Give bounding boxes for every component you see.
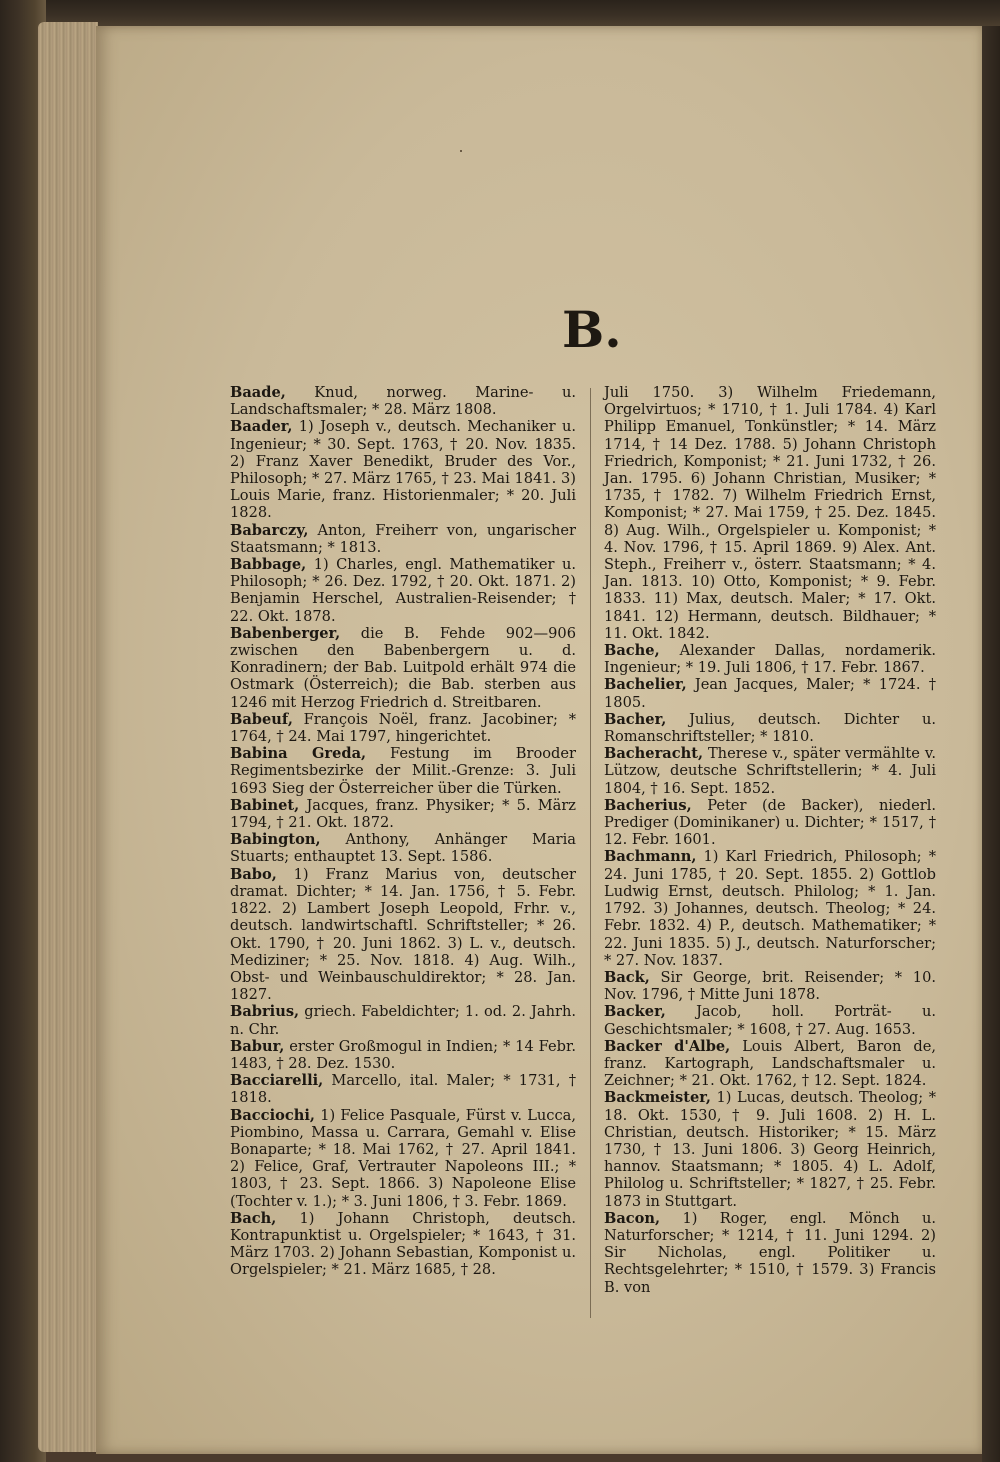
dictionary-entry xyxy=(604,745,936,797)
entry-headword: Backer, xyxy=(604,1003,666,1021)
entry-body: griech. Fabeldichter; 1. od. 2. Jahrh. n. Chr. xyxy=(230,1003,576,1038)
entry-body: Knud, norweg. Marine- u. Landschaftsmaler; * 28. März 1808. xyxy=(230,384,576,419)
entry-body: 1) Johann Christoph, deutsch. Kontrapunktist u. Orgelspieler; * 1643, † 31. März 1703. 2) Johann Sebastian, Komponist u. Orgelspieler; * 21. März 1685, † 28. xyxy=(230,1209,576,1279)
entry-headword: Bacheracht, xyxy=(604,745,704,763)
dictionary-entry xyxy=(230,745,576,797)
entry-headword: Back, xyxy=(604,968,650,986)
entry-body: Jean Jacques, Maler; * 1724. † 1805. xyxy=(604,676,936,711)
dictionary-entry xyxy=(230,625,576,711)
dictionary-entry xyxy=(230,711,576,745)
entry-body: Jacques, franz. Physiker; * 5. März 1794, † 21. Okt. 1872. xyxy=(230,796,576,832)
dictionary-entry xyxy=(230,522,576,556)
entry-headword: Backer d'Albe, xyxy=(604,1037,731,1055)
dictionary-entry xyxy=(230,384,576,418)
dictionary-entry xyxy=(604,1038,936,1090)
entry-headword: Bach, xyxy=(230,1209,277,1227)
book-binding-top xyxy=(0,0,1000,26)
entry-body: François Noël, franz. Jacobiner; * 1764, † 24. Mai 1797, hingerichtet. xyxy=(230,710,576,746)
entry-headword: Bacher, xyxy=(604,710,667,728)
left-column xyxy=(230,384,576,1279)
entry-headword: Baade, xyxy=(230,384,286,401)
entry-headword: Baader, xyxy=(230,418,293,436)
entry-body: Anthony, Anhänger Maria Stuarts; enthauptet 13. Sept. 1586. xyxy=(230,831,576,866)
dictionary-entry xyxy=(604,848,936,968)
dictionary-entry xyxy=(230,1003,576,1037)
entry-headword: Babur, xyxy=(230,1037,285,1055)
dictionary-entry xyxy=(604,676,936,710)
entry-headword: Babo, xyxy=(230,865,277,883)
entry-headword: Babbage, xyxy=(230,556,307,574)
entry-headword: Bache, xyxy=(604,642,660,660)
entry-body: 1) Joseph v., deutsch. Mechaniker u. Ingenieur; * 30. Sept. 1763, † 20. Nov. 1835. 2) Franz Xaver Benedikt, Bruder des Vor., Philosoph; * 27. März 1765, † 23. Mai 1841. 3) Louis Marie, franz. Historienmaler; * 20. Juli 1828. xyxy=(230,418,576,522)
entry-headword: Bachmann, xyxy=(604,848,697,866)
section-letter-heading: B. xyxy=(562,300,622,359)
entry-body: 1) Karl Friedrich, Philosoph; * 24. Juni 1785, † 20. Sept. 1855. 2) Gottlob Ludwig Ernst, deutsch. Philolog; * 1. Jan. 1792. 3) Johannes, deutsch. Theolog; * 24. Febr. 1832. 4) P., deutsch. Mathematiker; * 22. Juni 1835. 5) J., deutsch. Naturforscher; * 27. Nov. 1837. xyxy=(604,848,936,969)
entry-headword: Babrius, xyxy=(230,1003,300,1021)
entry-body: 1) Charles, engl. Mathematiker u. Philosoph; * 26. Dez. 1792, † 20. Okt. 1871. 2) Benjamin Herschel, Australien-Reisender; † 22. Okt. 1878. xyxy=(230,556,576,625)
entry-body: die B. Fehde 902—906 zwischen den Babenbergern u. d. Konradinern; der Bab. Luitpold erhält 974 die Ostmark (Österreich); die Bab. sterben aus 1246 mit Herzog Friedrich d. Streitbaren. xyxy=(230,624,576,711)
entry-headword: Bacherius, xyxy=(604,796,692,814)
entry-body: erster Großmogul in Indien; * 14 Febr. 1483, † 28. Dez. 1530. xyxy=(230,1037,576,1072)
entry-headword: Backmeister, xyxy=(604,1089,712,1107)
dictionary-entry xyxy=(230,1072,576,1106)
dictionary-entry xyxy=(230,797,576,831)
entry-body: 1) Felice Pasquale, Fürst v. Lucca, Piombino, Massa u. Carrara, Gemahl v. Elise Bonaparte; * 18. Mai 1762, † 27. April 1841. 2) Felice, Graf, Vertrauter Napoleons III.; * 1803, † 23. Sept. 1866. 3) Napoleone Elise (Tochter v. 1.); * 3. Juni 1806, † 3. Febr. 1869. xyxy=(230,1106,576,1210)
entry-headword: Bacciochi, xyxy=(230,1106,315,1124)
entry-body: Festung im Brooder Regimentsbezirke der Milit.-Grenze: 3. Juli 1693 Sieg der Österreicher über die Türken. xyxy=(230,745,576,797)
dictionary-entry xyxy=(230,866,576,1004)
dictionary-entry xyxy=(604,969,936,1003)
entry-headword: Babina Greda, xyxy=(230,745,367,763)
dictionary-entry xyxy=(230,1210,576,1279)
dictionary-entry xyxy=(604,797,936,849)
dictionary-entry xyxy=(604,711,936,745)
entry-body: Marcello, ital. Maler; * 1731, † 1818. xyxy=(230,1072,576,1107)
dictionary-entry xyxy=(230,418,576,521)
entry-headword: Babeuf, xyxy=(230,710,293,728)
entry-body: 1) Lucas, deutsch. Theolog; * 18. Okt. 1530, † 9. Juli 1608. 2) H. L. Christian, deutsch. Historiker; * 15. März 1730, † 13. Juni 1806. 3) Georg Heinrich, hannov. Staatsmann; * 1805. 4) L. Adolf, Philolog u. Schriftsteller; * 1827, † 25. Febr. 1873 in Stuttgart. xyxy=(604,1089,936,1210)
entry-body: Juli 1750. 3) Wilhelm Friedemann, Orgelvirtuos; * 1710, † 1. Juli 1784. 4) Karl Philipp Emanuel, Tonkünstler; * 14. März 1714, † 14 Dez. 1788. 5) Johann Christoph Friedrich, Komponist; * 21. Juni 1732, † 26. Jan. 1795. 6) Johann Christian, Musiker; * 1735, † 1782. 7) Wilhelm Friedrich Ernst, Komponist; * 27. Mai 1759, † 25. Dez. 1845. 8) Aug. Wilh., Orgelspieler u. Komponist; * 4. Nov. 1796, † 15. April 1869. 9) Alex. Ant. Steph., Freiherr v., österr. Staatsmann; * 4. Jan. 1813. 10) Otto, Komponist; * 9. Febr. 1833. 11) Max, deutsch. Maler; * 17. Okt. 1841. 12) Hermann, deutsch. Bildhauer; * 11. Okt. 1842. xyxy=(604,384,936,642)
column-divider xyxy=(590,388,591,1318)
dictionary-entry xyxy=(604,1089,936,1209)
entry-body: Peter (de Backer), niederl. Prediger (Dominikaner) u. Dichter; * 1517, † 12. Febr. 1601. xyxy=(604,796,936,849)
entry-headword: Babinet, xyxy=(230,796,300,814)
right-column xyxy=(604,384,936,1296)
entry-body: Anton, Freiherr von, ungarischer Staatsmann; * 1813. xyxy=(230,521,576,556)
entry-headword: Babington, xyxy=(230,831,321,849)
dictionary-entry xyxy=(230,1107,576,1210)
entry-body: Jacob, holl. Porträt- u. Geschichtsmaler; * 1608, † 27. Aug. 1653. xyxy=(604,1003,936,1038)
dictionary-entry xyxy=(604,384,936,642)
book-binding-right xyxy=(982,26,1000,1462)
dictionary-entry xyxy=(604,1003,936,1037)
entry-body: 1) Roger, engl. Mönch u. Naturforscher; * 1214, † 11. Juni 1294. 2) Sir Nicholas, engl. Politiker u. Rechtsgelehrter; * 1510, † 1579. 3) Francis B. von xyxy=(604,1209,936,1296)
entry-body: Louis Albert, Baron de, franz. Kartograph, Landschaftsmaler u. Zeichner; * 21. Okt. 1762, † 12. Sept. 1824. xyxy=(604,1037,937,1090)
dictionary-entry xyxy=(230,831,576,865)
entry-body: Julius, deutsch. Dichter u. Romanschriftsteller; * 1810. xyxy=(604,710,936,746)
entry-headword: Bachelier, xyxy=(604,676,687,694)
dictionary-entry xyxy=(230,1038,576,1072)
entry-headword: Babarczy, xyxy=(230,521,309,539)
entry-headword: Babenberger, xyxy=(230,624,341,642)
entry-body: Alexander Dallas, nordamerik. Ingenieur; * 19. Juli 1806, † 17. Febr. 1867. xyxy=(604,642,936,677)
entry-headword: Bacon, xyxy=(604,1209,661,1227)
dictionary-entry xyxy=(604,1210,936,1296)
dictionary-entry xyxy=(604,642,936,676)
page-leaf-edges xyxy=(38,22,98,1452)
dictionary-entry xyxy=(230,556,576,625)
paper-speck xyxy=(460,150,462,152)
entry-body: Therese v., später vermählte v. Lützow, deutsche Schriftstellerin; * 4. Juli 1804, † 16. Sept. 1852. xyxy=(604,745,936,797)
entry-body: Sir George, brit. Reisender; * 10. Nov. 1796, † Mitte Juni 1878. xyxy=(604,968,936,1004)
entry-body: 1) Franz Marius von, deutscher dramat. Dichter; * 14. Jan. 1756, † 5. Febr. 1822. 2) Lambert Joseph Leopold, Frhr. v., deutsch. landwirtschaftl. Schriftsteller; * 26. Okt. 1790, † 20. Juni 1862. 3) L. v., deutsch. Mediziner; * 25. Nov. 1818. 4) Aug. Wilh., Obst- und Weinbauschuldirektor; * 28. Jan. 1827. xyxy=(230,865,576,1004)
entry-headword: Bacciarelli, xyxy=(230,1072,324,1090)
